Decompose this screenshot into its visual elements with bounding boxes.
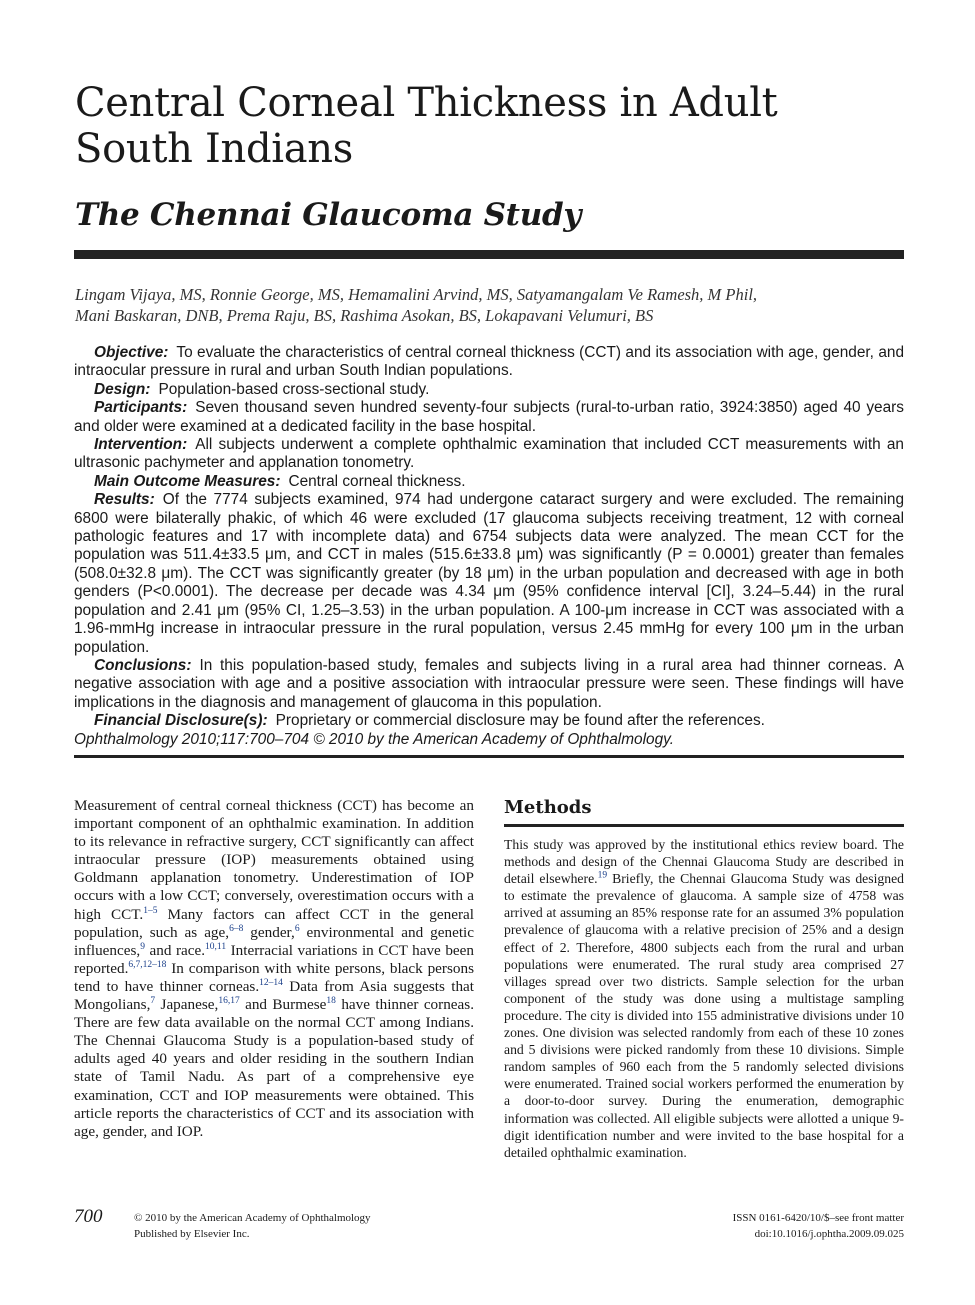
reference-link[interactable]: 18 bbox=[326, 995, 336, 1006]
reference-link[interactable]: 10,11 bbox=[205, 941, 227, 952]
participants-text: Seven thousand seven hundred seventy-four subjects (rural-to-urban ratio, 3924:3850) aged 40 years and older were examined at a dedicated facility in the base hospital. bbox=[74, 399, 904, 435]
abstract bbox=[74, 344, 904, 749]
title-divider bbox=[74, 250, 904, 259]
reference-link[interactable]: 19 bbox=[597, 870, 608, 881]
journal-citation: Ophthalmology 2010;117:700–704 © 2010 by the American Academy of Ophthalmology. bbox=[74, 730, 674, 748]
reference-link[interactable]: 16,17 bbox=[218, 995, 240, 1006]
abstract-conclusions bbox=[74, 657, 904, 712]
intro-column bbox=[74, 797, 474, 1141]
methods-paragraph: This study was approved by the institutional ethics review board. The methods and design of the Chennai Glaucoma Study are described in detail elsewhere.$^{19}$ Briefly, the Chennai Glaucoma Study was designed to estimate the prevalence of glaucoma. A sample size of 4758 was arrived at assuming an 85% response rate for an assumed 3% population prevalence of glaucoma with a relative precision of 25% and a design effect of 2. Therefore, 4800 subjects each from the rural and urban populations were enumerated. The rural study area comprised 27 villages spread over two districts. Sample selection for the urban component of the study was done using a multistage sampling procedure. The city is divided into 155 administrative divisions under 10 zones. One division was selected randomly from each of these 10 zones and 5 divisions were picked randomly from these 10 divisions. Simple random samples of 960 each from the 5 randomly selected divisions were enumerated. Trained social workers performed the enumeration by a door-to-door survey. During the enumeration, demographic information was collected. All eligible subjects were allotted a unique 9-digit identification number and were invited to the base hospital for a detailed ophthalmic examination. bbox=[504, 837, 904, 1160]
issn-line: ISSN 0161-6420/10/$–see front matter bbox=[732, 1212, 904, 1224]
results-label: Results: bbox=[94, 491, 155, 509]
abstract-disclosure bbox=[74, 712, 904, 749]
author-line: Mani Baskaran, DNB, Prema Raju, BS, Rashima Asokan, BS, Lokapavani Velumuri, BS bbox=[75, 306, 654, 325]
article-subtitle: The Chennai Glaucoma Study bbox=[75, 197, 582, 233]
reference-link[interactable]: 6–8 bbox=[229, 923, 244, 934]
article-title: Central Corneal Thickness in Adult South Indians bbox=[75, 80, 778, 172]
outcome-label: Main Outcome Measures: bbox=[94, 472, 281, 490]
footer-left bbox=[134, 1210, 371, 1242]
outcome-text: Central corneal thickness. bbox=[288, 472, 466, 490]
reference-link[interactable]: 7 bbox=[150, 995, 156, 1006]
methods-heading: Methods bbox=[504, 797, 592, 818]
methods-divider bbox=[504, 824, 904, 827]
disclosure-label: Financial Disclosure(s): bbox=[94, 712, 268, 730]
intro-paragraph: Measurement of central corneal thickness (CCT) has become an important component of an ophthalmic examination. In addition to its relevance in refractive surgery, CCT significantly can affect intraocular pressure (IOP) measurements obtained using Goldmann applanation tonometry. Underestimation of IOP occurs with a low CCT; conversely, overestimation occurs with a high CCT.$^{1-5}$ Many factors can affect CCT in the general population, such as age,$^{6-8}$ gender,$^6$ environmental and genetic influences,$^9$ and race.$^{10,11}$ Interracial variations in CCT have been reported.$^{6,7,12-18}$ In comparison with white persons, black persons tend to have thinner corneas.$^{12-14}$ Data from Asia suggests that Mongolians,$^7$ Japanese,$^{16,17}$ and Burmese$^{18}$ have thinner corneas. There are few data available on the normal CCT among Indians. The Chennai Glaucoma Study is a population-based study of adults aged 40 years and older residing in the southern Indian state of Tamil Nadu. As part of a comprehensive eye examination, CCT and IOP measurements were obtained. This article reports the characteristics of CCT and its association with age, gender, and IOP. bbox=[74, 797, 475, 1140]
abstract-outcome bbox=[74, 473, 904, 491]
reference-link[interactable]: 12–14 bbox=[259, 977, 283, 988]
abstract-results bbox=[74, 491, 904, 657]
disclosure-text: Proprietary or commercial disclosure may be found after the references. bbox=[275, 712, 765, 730]
reference-link[interactable]: 9 bbox=[140, 941, 145, 952]
conclusions-text: In this population-based study, females and subjects living in a rural area had thinner corneas. A negative association with age and a positive association with intraocular pressure were seen. These findings will have implications in the diagnosis and management of glaucoma in this population. bbox=[74, 656, 904, 711]
copyright-line: © 2010 by the American Academy of Ophthalmology bbox=[134, 1212, 371, 1224]
author-list bbox=[75, 284, 905, 326]
objective-label: Objective: bbox=[94, 344, 169, 361]
reference-link[interactable]: 6,7,12–18 bbox=[128, 959, 167, 970]
publisher-line: Published by Elsevier Inc. bbox=[134, 1228, 250, 1240]
author-line: Lingam Vijaya, MS, Ronnie George, MS, Hemamalini Arvind, MS, Satyamangalam Ve Ramesh, M Phil, bbox=[75, 285, 758, 304]
abstract-intervention bbox=[74, 436, 904, 473]
intervention-label: Intervention: bbox=[94, 436, 188, 454]
objective-text: To evaluate the characteristics of central corneal thickness (CCT) and its association with age, gender, and intraocular pressure in rural and urban South Indian populations. bbox=[74, 344, 904, 380]
abstract-objective bbox=[74, 344, 904, 381]
conclusions-label: Conclusions: bbox=[94, 656, 192, 674]
page-number: 700 bbox=[74, 1206, 103, 1227]
design-label: Design: bbox=[94, 380, 151, 398]
abstract-design bbox=[74, 381, 904, 399]
abstract-divider bbox=[74, 755, 904, 758]
intervention-text: All subjects underwent a complete ophthalmic examination that included CCT measurements with an ultrasonic pachymeter and applanation tonometry. bbox=[74, 436, 904, 472]
methods-column bbox=[504, 836, 904, 1161]
footer-right bbox=[733, 1210, 904, 1242]
design-text: Population-based cross-sectional study. bbox=[158, 380, 430, 398]
doi-link[interactable]: doi:10.1016/j.ophtha.2009.09.025 bbox=[754, 1228, 904, 1240]
reference-link[interactable]: 1–5 bbox=[143, 905, 158, 916]
participants-label: Participants: bbox=[94, 399, 188, 417]
reference-link[interactable]: 6 bbox=[294, 923, 300, 934]
results-text: Of the 7774 subjects examined, 974 had undergone cataract surgery and were excluded. The remaining 6800 were bilaterally phakic, of which 46 were excluded (17 glaucoma subjects receiving treatment, 12 with corneal pathologic features and 17 with incomplete data) and 6754 subjects data were analyzed. The mean CCT for the population was 511.4±33.5 μm, and CCT in males (515.6±33.8 μm) was significantly (P = 0.0001) greater than females (508.0±32.8 μm). The CCT was significantly greater (by 18 μm) in the urban population and decreased with age in both genders (P<0.0001). The decrease per decade was 4.34 μm (95% confidence interval [CI], 3.24–5.44) in the rural population and 2.41 μm (95% CI, 1.25–3.53) in the urban population. A 100-μm increase in CCT was associated with a 1.96-mmHg increase in intraocular pressure in the rural population, versus 2.45 mmHg for every 100 μm in the urban population. bbox=[74, 491, 904, 656]
abstract-participants bbox=[74, 399, 904, 436]
